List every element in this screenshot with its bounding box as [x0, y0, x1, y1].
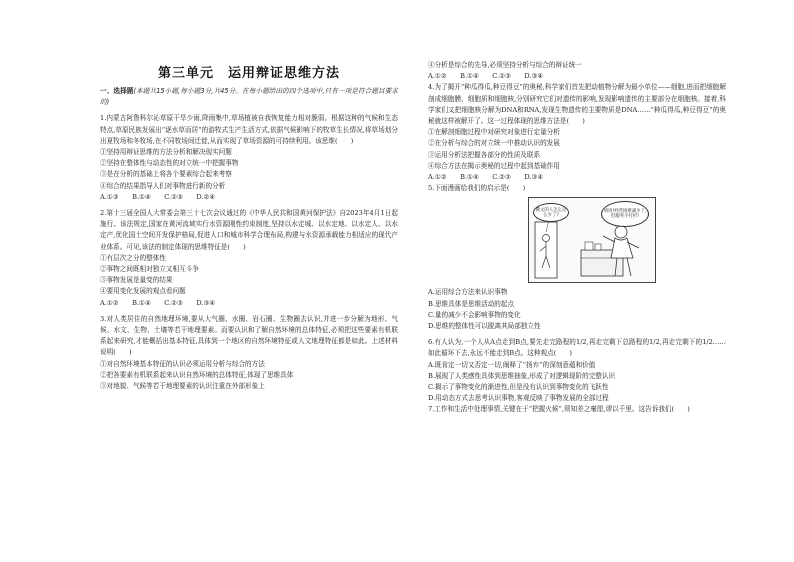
statement-option: ③对地貌、气候等若干地理要素的认识注重在外部形象上	[100, 382, 265, 391]
choice-c[interactable]: C.②③	[492, 173, 511, 182]
answer-choices	[100, 192, 398, 203]
choice-b[interactable]: B.①④	[460, 72, 479, 81]
question-4	[428, 82, 726, 183]
answer-option[interactable]: A.运用综合方法来认识事物	[428, 288, 508, 297]
statement-option: ②把各要素有机联系起来认识自然环境的总体特征,体现了思维具体	[100, 370, 294, 379]
answer-option[interactable]: A.既肯定一切又否定一切,阐释了“扬弃”的深刻意蕴和价值	[428, 360, 596, 369]
question-stem: 7.工作和生活中处理事情,关键在于“把握火候”,须知差之毫厘,谬以千里。这告诉我们( )	[428, 405, 690, 414]
cartoon-image	[528, 197, 656, 283]
statement-option: ④分析是综合的先导,必须坚持分析与综合的辩证统一	[428, 61, 582, 69]
question-stem: 5.下面漫画给我们的启示是( )	[428, 184, 526, 193]
section-note: (本题共15小题,每小题3分,共45分。在每小题给出的四个选项中,只有一项是符合题目要求的)	[100, 87, 398, 107]
statement-option: ④要用变化发展的观点看问题	[100, 287, 186, 296]
answer-option[interactable]: B.展现了人类感性具体到思维抽象,形成了对逻辑现阶的完整认识	[428, 371, 616, 380]
choice-c[interactable]: C.②③	[164, 192, 183, 201]
choice-d[interactable]: D.③④	[196, 298, 216, 307]
question-stem: 3.对人类居住的自然地理环境,要从大气圈、水圈、岩石圈、生物圈去认识,并进一步分解为地形、气候、水文、生物、土壤等若干地理要素。而要认识和了解自然环境的总体特征,必须把这些要素有机联系起来研究,才能概括出基本特征,具体到一个地区的自然环境特征或人文地理特征都是如此。上述材料说明( )	[100, 314, 398, 357]
answer-choices	[428, 172, 726, 183]
statement-option: ①有层次之分的整体性	[100, 253, 166, 262]
statement-option: ②事物之间既相对独立又相互斗争	[100, 265, 199, 274]
answer-option[interactable]: C.揭示了事物变化的渐进性,但是没有认识到事物变化的飞跃性	[428, 383, 609, 392]
answer-option[interactable]: D.用动态方式去思考认识事物,客观反映了事物发展的全部过程	[428, 394, 609, 403]
statement-option: ②坚持在整体性与动态性的对立统一中把握事物	[100, 159, 239, 168]
choice-b[interactable]: B.①④	[132, 192, 151, 201]
statement-option: ②在分析与综合的对立统一中推动认识的发展	[428, 139, 560, 148]
choice-c[interactable]: C.②③	[492, 72, 511, 81]
choice-b[interactable]: B.①④	[132, 298, 151, 307]
statement-option: ④综合方法在揭示奥秘的过程中起到基础作用	[428, 161, 560, 170]
page-title: 第三单元 运用辩证思维方法	[157, 66, 340, 81]
question-stem: 6.有人认为,一个人从A点走到B点,要先走完路程的1/2,再走完剩下总路程的1/2,再走完剩下的1/2……如此循环下去,永远不能走到B点。这种观点( )	[428, 338, 726, 358]
question-stem: 2.第十三届全国人大常委会第三十七次会议通过的《中华人民共和国黄河保护法》自2023年4月1日起施行。该法规定,国家在黄河流域实行水资源刚性约束制度,坚持以水定城、以水定地、以水定人、以水定产,优化国土空间开发保护格局,促进人口和城市科学合理布局,构建与水资源承载能力相适应的现代产业体系。可见,该法的制定体现的思维特征是( )	[100, 209, 398, 251]
question-3	[100, 314, 398, 392]
statement-option: ③是在分析的基础上将各个要素综合起来考察	[100, 170, 232, 179]
choice-a[interactable]: A.①②	[428, 72, 447, 81]
speech-bubble-left: 俄文的人怎么这么少了?	[533, 203, 569, 222]
answer-choices	[100, 298, 398, 309]
choice-b[interactable]: B.①④	[460, 173, 479, 182]
answer-choices	[428, 71, 726, 82]
question-6	[428, 337, 726, 404]
section-heading	[100, 86, 398, 108]
section-heading-label: 一、选择题	[100, 87, 134, 95]
choice-a[interactable]: A.①②	[100, 298, 119, 307]
statement-option: ③事物发展是量变的结果	[100, 276, 173, 285]
left-column	[100, 86, 398, 392]
answer-option[interactable]: B.思维具体是思维活动的起点	[428, 299, 515, 308]
statement-option: ④综合的结果指导人们对事物进行新的分析	[100, 181, 226, 190]
choice-c[interactable]: C.②③	[164, 298, 183, 307]
choice-d[interactable]: D.②④	[196, 192, 216, 201]
statement-option: ③运用分析法把握各部分的性质及联系	[428, 150, 541, 159]
right-column	[428, 60, 726, 416]
question-stem: 1.内蒙古阿鲁科尔沁草原干旱少雨,降雨集中,草场植被自我恢复能力相对脆弱。根据这种的气候和生态特点,草原民族发展出“逐水草而居”的游牧式生产生活方式,依据气候影响下的牧草生长情况,将草场划分出夏牧场和冬牧场,在不同牧场间迁徙,从而实现了草场资源的可持续利用。该思维( )	[100, 114, 398, 145]
answer-option[interactable]: C.量的减少不会影响事物的变化	[428, 310, 521, 319]
statement-option: ①坚持用辩证思维的方法分析和解决现实问题	[100, 148, 232, 157]
question-stem: 4.为了揭开“种瓜得瓜,种豆得豆”的奥秘,科学家们首先把动植物分解为最小单位——细胞,进而把细胞解剖成细胞膜、细胞质和细胞核,分别研究它们对遗传的影响,发现影响遗传的主要部分在细胞核。接着,科学家们又把细胞核分解为DNA和RNA,发现生物遗传的主要物质是DNA……“种瓜得瓜,种豆得豆”的奥秘就这样被解开了。这一过程体现的思维方法是( )	[428, 83, 726, 126]
choice-d[interactable]: D.③④	[524, 72, 544, 81]
choice-a[interactable]: A.①③	[100, 192, 119, 201]
choice-d[interactable]: D.③④	[524, 173, 544, 182]
question-7	[428, 404, 726, 415]
question-1	[100, 113, 398, 203]
choice-a[interactable]: A.①②	[428, 173, 447, 182]
question-2	[100, 208, 398, 309]
statement-option: ①对自然环境基本特征的认识必须运用分析与综合的方法	[100, 359, 265, 368]
answer-option[interactable]: D.思维的整体性可以脱离其局部独立性	[428, 322, 541, 331]
statement-option: ①在解剖细胞过程中对研究对象进行定量分析	[428, 128, 560, 137]
speech-bubble-right: 请进!经营困难减少了,但服务不打折!	[601, 201, 649, 227]
question-5	[428, 183, 726, 332]
